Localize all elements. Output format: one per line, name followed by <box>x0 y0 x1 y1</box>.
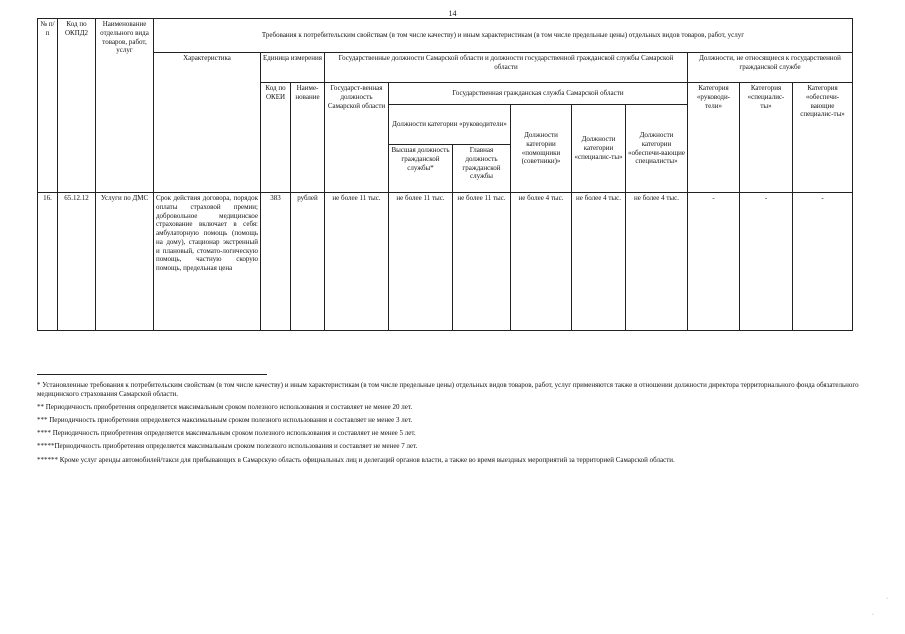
row-okpd2: 65.12.12 <box>58 193 96 331</box>
scan-speck: · <box>886 596 888 602</box>
row-cat-support: - <box>793 193 853 331</box>
header-state-positions: Государственные должности Самарской области и должности государственной гражданской службы Самарской области <box>325 53 688 83</box>
header-unit: Единица измерения <box>261 53 325 83</box>
footnote-3: *** Периодичность приобретения определяется максимальным сроком полезного использования и составляет не менее 3 лет. <box>37 416 413 425</box>
scan-speck: · <box>872 612 874 618</box>
header-leaders: Должности категории «руководители» <box>389 105 511 145</box>
header-state-position: Государст-венная должность Самарской области <box>325 83 389 193</box>
header-requirements: Требования к потребительским свойствам (в том числе качеству) и иным характеристикам (в том числе предельные цены) отдельных видов товаров, работ, услуг <box>154 19 853 53</box>
row-name: Услуги по ДМС <box>96 193 154 331</box>
header-unit-code: Код по ОКЕИ <box>261 83 291 193</box>
header-num: № п/п <box>38 19 58 193</box>
header-helpers: Должности категории «помощники (советники)» <box>511 105 572 193</box>
header-name: Наименование отдельного вида товаров, работ, услуг <box>96 19 154 193</box>
table-row <box>38 193 853 331</box>
header-civil-service: Государственная гражданская служба Самарской области <box>389 83 688 105</box>
row-specialists: не более 4 тыс. <box>572 193 626 331</box>
header-cat-support: Категория «обеспечи-вающие специалис-ты» <box>793 83 853 193</box>
page-number: 14 <box>448 9 457 18</box>
requirements-table-wrapper <box>37 18 853 331</box>
header-main: Главная должность гражданской службы <box>453 145 511 193</box>
requirements-table <box>37 18 853 331</box>
header-cat-specialists: Категория «специалис-ты» <box>740 83 793 193</box>
footnote-2: ** Периодичность приобретения определяется максимальным сроком полезного использования и составляет не менее 20 лет. <box>37 403 413 412</box>
footnote-6: ****** Кроме услуг аренды автомобилей/такси для прибывающих в Самарскую область официальных лиц и делегаций органов власти, а также во время выездных мероприятий за территорией Самарской области. <box>37 455 675 464</box>
header-okpd2: Код по ОКПД2 <box>58 19 96 193</box>
row-support: не более 4 тыс. <box>626 193 688 331</box>
header-highest: Высшая должность гражданской службы* <box>389 145 453 193</box>
footnote-5: *****Периодичность приобретения определяется максимальным сроком полезного использования и составляет не менее 7 лет. <box>37 442 418 451</box>
row-cat-specialists: - <box>740 193 793 331</box>
row-highest: не более 11 тыс. <box>389 193 453 331</box>
footnote-separator <box>37 374 267 375</box>
header-non-civil: Должности, не относящиеся к государственной гражданской службе <box>688 53 853 83</box>
row-state-position: не более 11 тыс. <box>325 193 389 331</box>
header-unit-name: Наиме-нование <box>291 83 325 193</box>
row-cat-leaders: - <box>688 193 740 331</box>
row-num: 16. <box>38 193 58 331</box>
row-helpers: не более 4 тыс. <box>511 193 572 331</box>
header-specialists: Должности категории «специалис-ты» <box>572 105 626 193</box>
header-cat-leaders: Категория «руководи-тели» <box>688 83 740 193</box>
footnote-4: **** Периодичность приобретения определяется максимальным сроком полезного использования и составляет не менее 5 лет. <box>37 429 416 438</box>
footnotes <box>37 381 882 469</box>
row-main: не более 11 тыс. <box>453 193 511 331</box>
header-support: Должности категории «обеспечи-вающие специалисты» <box>626 105 688 193</box>
row-unit-code: 383 <box>261 193 291 331</box>
row-characteristic: Срок действия договора, порядок оплаты страховой премии; добровольное медицинское страхование включает в себя: амбулаторную помощь (помощь на дому), стационар экстренный и плановый, стомато-логическую помощь, частную скорую помощь, предельная цена <box>154 193 261 331</box>
row-unit-name: рублей <box>291 193 325 331</box>
footnote-1: * Установленные требования к потребительским свойствам (в том числе качеству) и иным характеристикам (в том числе предельные цены) отдельных видов товаров, работ, услуг применяются также в отношении должности директора территориального фонда обязательного медицинского страхования Самарской области. <box>37 381 859 399</box>
header-characteristic: Характеристика <box>154 53 261 193</box>
